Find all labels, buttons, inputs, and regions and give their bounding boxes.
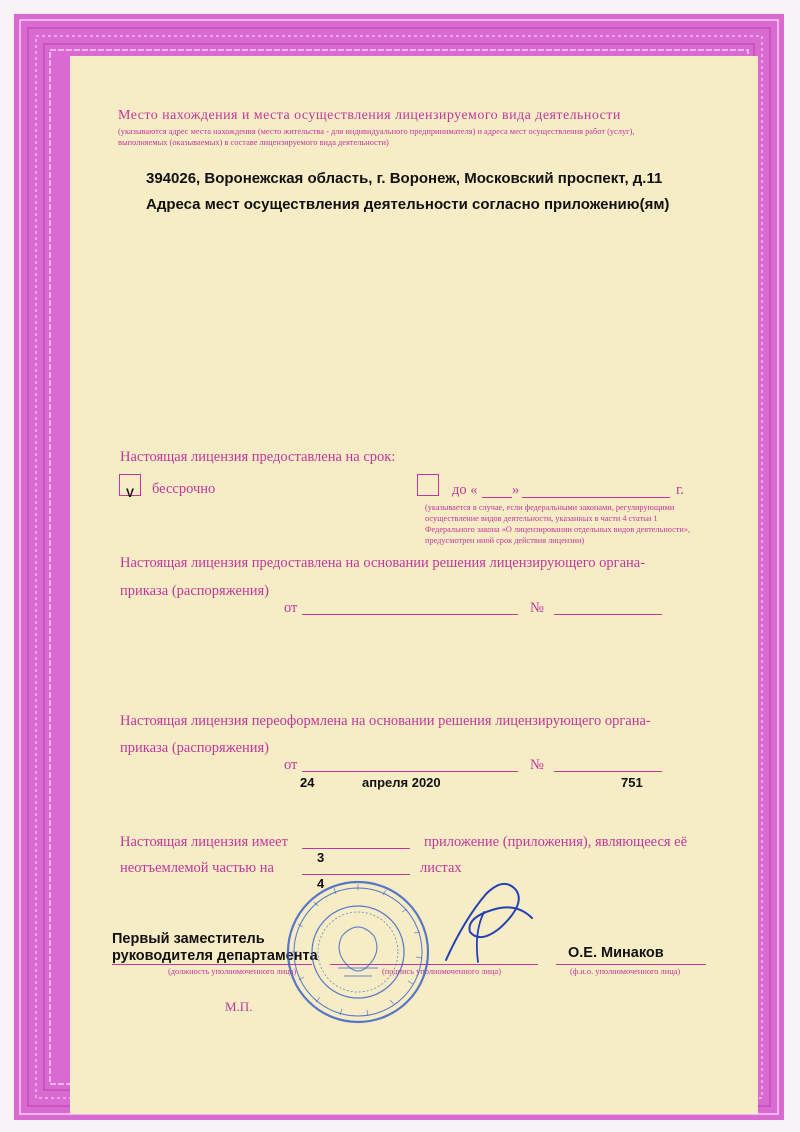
reissue-number-line bbox=[554, 771, 662, 772]
year-suffix: г. bbox=[676, 482, 684, 498]
grant-from-label: от bbox=[284, 600, 298, 616]
addresses-note: Адреса мест осуществления деятельности согласно приложению(ям) bbox=[146, 196, 670, 213]
grant-line-2: приказа (распоряжения) bbox=[120, 583, 269, 599]
position-line-1: Первый заместитель bbox=[112, 931, 265, 947]
location-note-2: выполняемых (оказываемых) в составе лицензируемого вида деятельности) bbox=[118, 138, 389, 147]
attachments-count: 3 bbox=[317, 850, 325, 865]
handwritten-signature bbox=[432, 872, 542, 972]
reissue-day: 24 bbox=[300, 775, 315, 790]
attachments-line-1-end: приложение (приложения), являющееся её bbox=[424, 834, 688, 850]
until-checkbox bbox=[417, 474, 439, 496]
reissue-date-line bbox=[302, 771, 518, 772]
attachments-line-2-start: неотъемлемой частью на bbox=[120, 860, 274, 876]
attachments-line-2-end: листах bbox=[420, 860, 462, 876]
grant-date-line bbox=[302, 614, 518, 615]
grant-line-1: Настоящая лицензия предоставлена на основании решения лицензирующего органа- bbox=[120, 555, 646, 571]
reissue-line-1: Настоящая лицензия переоформлена на основании решения лицензирующего органа- bbox=[120, 713, 651, 729]
term-note-2: осуществление видов деятельности, указанных в части 4 статьи 1 bbox=[425, 514, 658, 523]
term-note-4: предусмотрен иной срок действия лицензии) bbox=[425, 536, 585, 545]
address-text: 394026, Воронежская область, г. Воронеж, Московский проспект, д.11 bbox=[146, 170, 663, 187]
until-day-line bbox=[482, 497, 512, 498]
signer-name: О.Е. Минаков bbox=[568, 945, 664, 961]
term-note-1: (указывается в случае, если федеральными законами, регулирующими bbox=[425, 503, 675, 512]
check-mark: V bbox=[126, 486, 135, 500]
position-line-2: руководителя департамента bbox=[112, 948, 318, 964]
grant-number-line bbox=[554, 614, 662, 615]
term-note-3: Федерального закона «О лицензировании отдельных видов деятельности», bbox=[425, 525, 691, 534]
indefinite-label: бессрочно bbox=[152, 481, 216, 497]
attachments-line-1-start: Настоящая лицензия имеет bbox=[120, 834, 288, 850]
location-heading: Место нахождения и места осуществления лицензируемого вида деятельности bbox=[118, 108, 621, 123]
reissue-from-label: от bbox=[284, 757, 298, 773]
official-seal-stamp bbox=[282, 876, 434, 1028]
until-mid: » bbox=[512, 482, 520, 498]
term-heading: Настоящая лицензия предоставлена на срок: bbox=[120, 449, 396, 465]
grant-number-label: № bbox=[530, 600, 544, 616]
location-note-1: (указываются адрес места нахождения (место жительства - для индивидуального предпринимателя) и адреса мест осуществления работ (услуг), bbox=[118, 127, 635, 136]
reissue-number-label: № bbox=[530, 757, 544, 773]
name-caption: (ф.и.о. уполномоченного лица) bbox=[570, 967, 681, 976]
reissue-month-year: апреля 2020 bbox=[362, 775, 441, 790]
attachments-count-line bbox=[302, 848, 410, 849]
reissue-order-number: 751 bbox=[621, 775, 643, 790]
signature-caption: (подпись уполномоченного лица) bbox=[382, 967, 502, 976]
name-line bbox=[556, 964, 706, 965]
until-month-line bbox=[522, 497, 670, 498]
reissue-line-2: приказа (распоряжения) bbox=[120, 740, 269, 756]
until-prefix: до « bbox=[452, 482, 478, 498]
attachments-sheets: 4 bbox=[317, 876, 325, 891]
attachments-sheets-line bbox=[302, 874, 410, 875]
seal-place-label: М.П. bbox=[225, 999, 253, 1014]
position-caption: (должность уполномоченного лица) bbox=[168, 967, 297, 976]
